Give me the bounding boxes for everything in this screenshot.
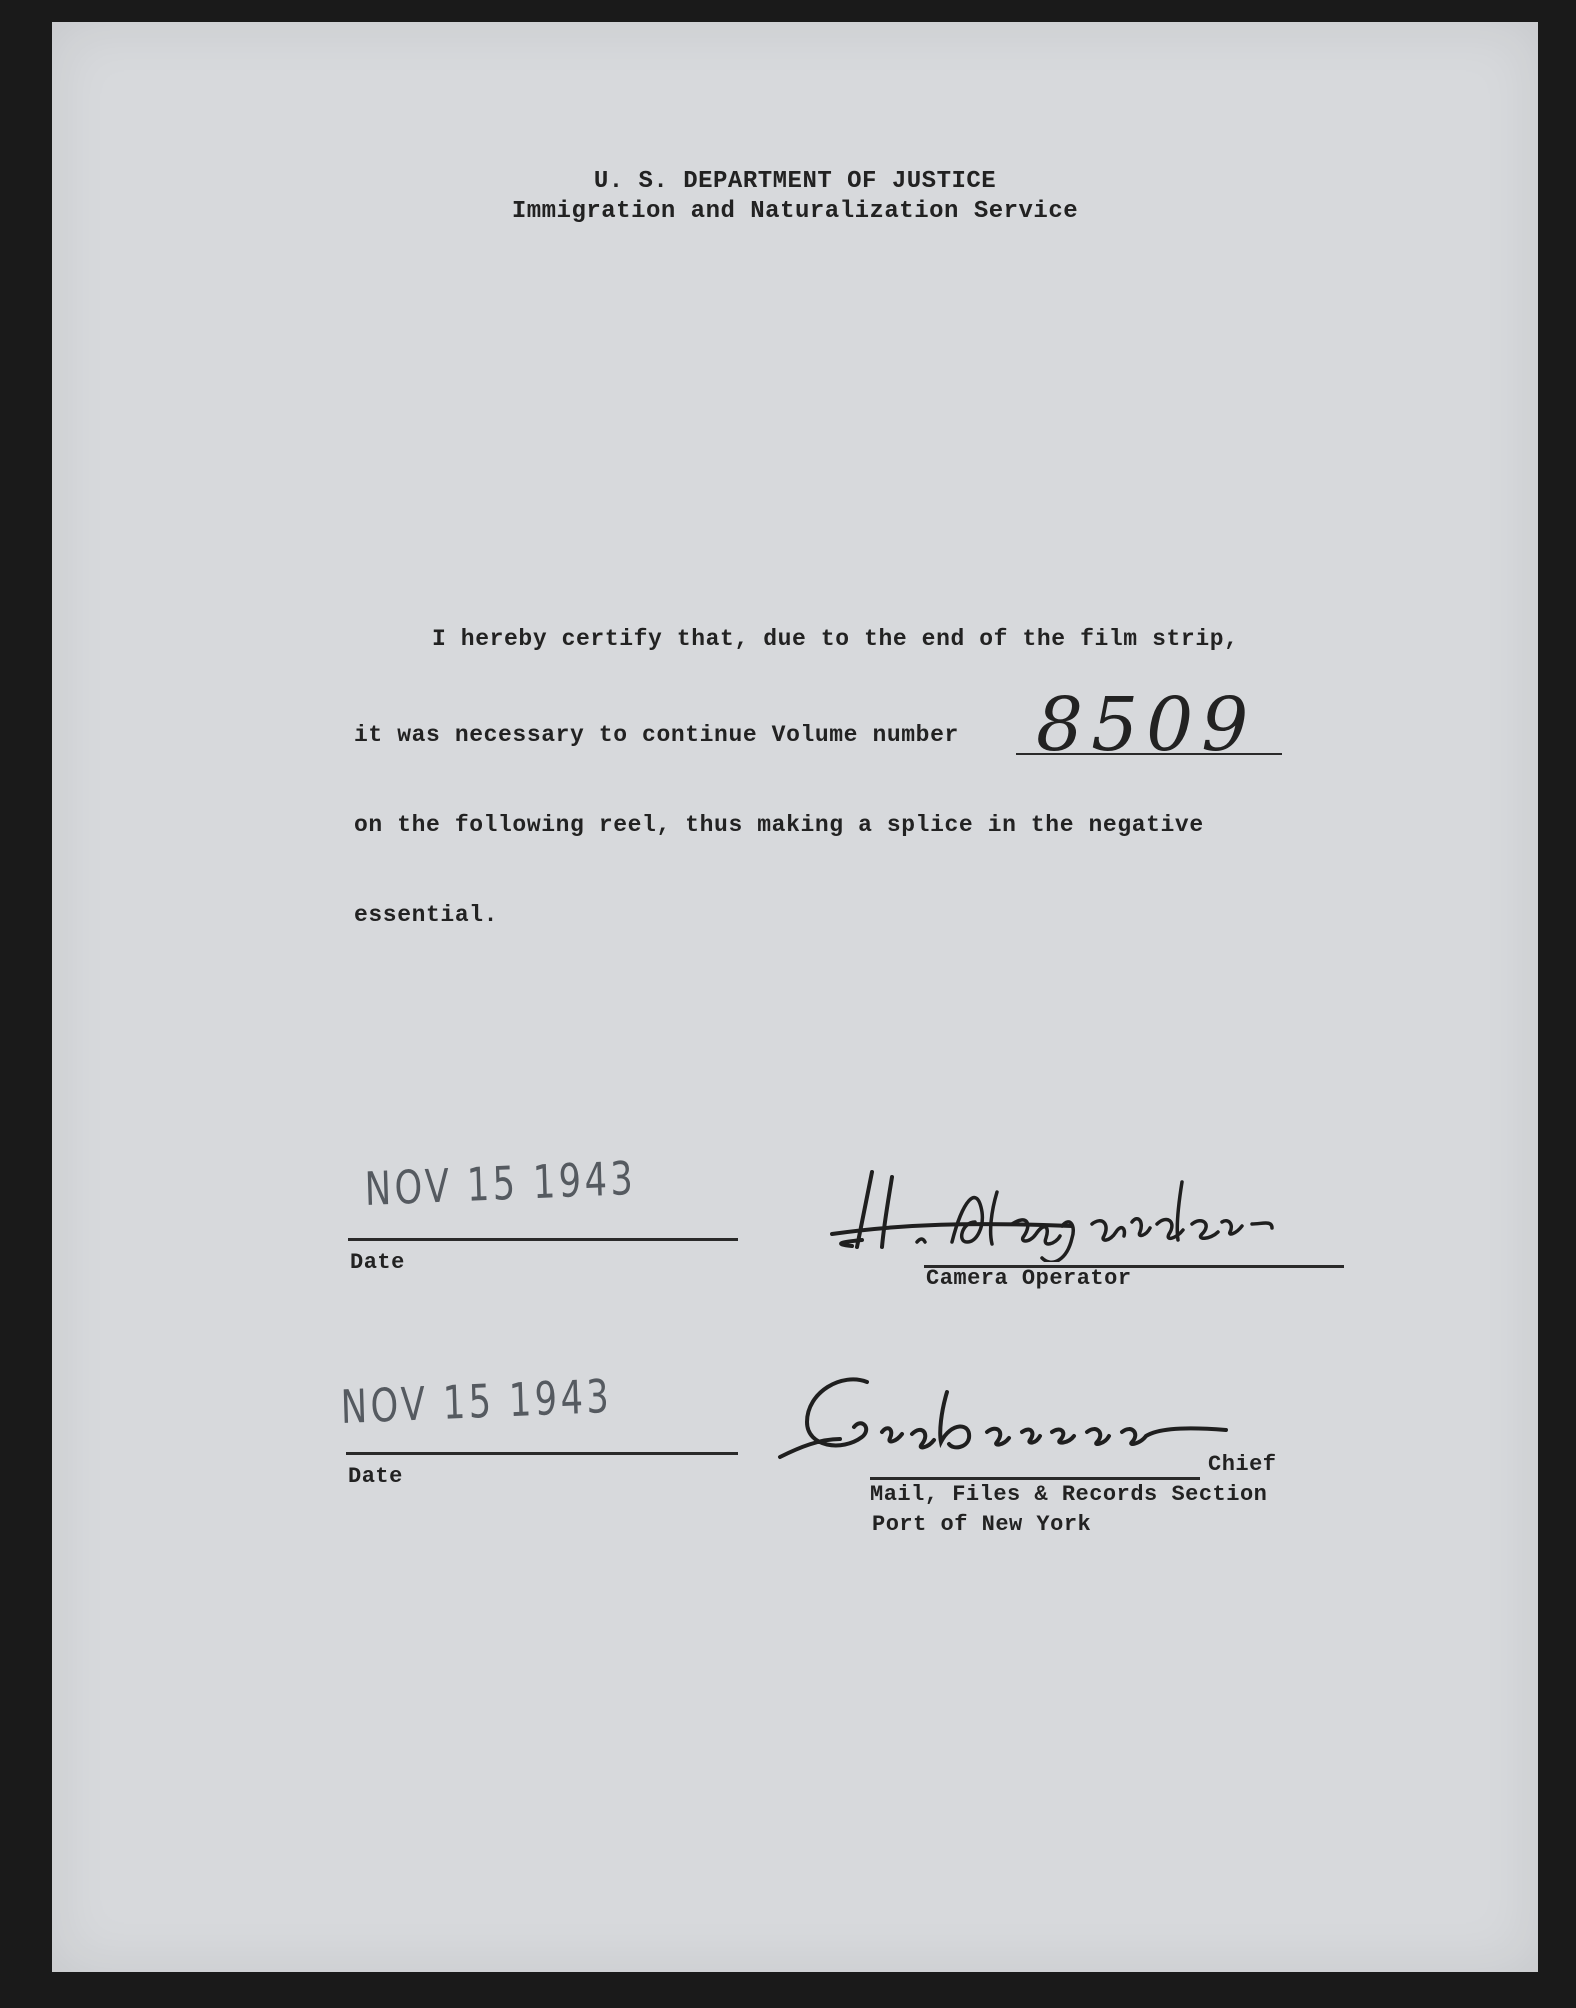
date-label-camera: Date <box>350 1250 405 1275</box>
date-stamp-camera: NOV 15 1943 <box>364 1150 637 1216</box>
chief-label: Chief <box>1208 1452 1277 1477</box>
chief-signature <box>772 1362 1372 1462</box>
date-rule-camera <box>348 1238 738 1241</box>
date-rule-chief <box>346 1452 738 1455</box>
service-heading: Immigration and Naturalization Service <box>511 198 1079 225</box>
certify-line-1: I hereby certify that, due to the end of the film strip, <box>432 626 1239 652</box>
agency-heading: U. S. DEPARTMENT OF JUSTICE <box>593 168 997 195</box>
certify-line-4: essential. <box>354 902 499 928</box>
document-page <box>52 22 1538 1972</box>
volume-number: 8509 <box>1036 682 1257 768</box>
date-stamp-chief: NOV 15 1943 <box>340 1368 613 1434</box>
camera-operator-label: Camera Operator <box>926 1266 1132 1291</box>
certify-line-3: on the following reel, thus making a splice in the negative <box>354 812 1204 838</box>
chief-signature-rule <box>870 1477 1200 1480</box>
section-label: Mail, Files & Records Section <box>870 1482 1268 1507</box>
port-label: Port of New York <box>872 1512 1092 1537</box>
certify-line-2: it was necessary to continue Volume number <box>354 722 959 748</box>
date-label-chief: Date <box>348 1464 403 1489</box>
volume-number-rule <box>1016 753 1282 755</box>
camera-operator-signature <box>822 1162 1362 1262</box>
